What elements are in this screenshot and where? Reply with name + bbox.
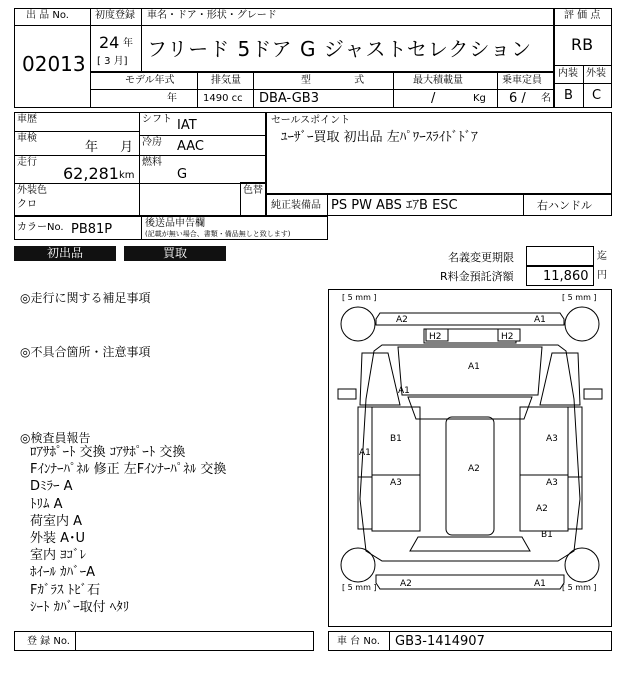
code-left-rear-door: A3 — [390, 478, 402, 488]
color-label: 外装色 — [17, 185, 47, 196]
sales-point-box — [266, 112, 612, 194]
lot-no-box — [14, 8, 91, 108]
inspection-label: 車検 — [17, 133, 37, 144]
inspector-report-list — [30, 446, 226, 618]
first-reg-label: 初度登録 — [95, 10, 135, 21]
wheel-fl — [341, 307, 375, 341]
inspector-report-label: ◎検査員報告 — [20, 431, 91, 445]
chassis-no: GB3-1414907 — [395, 634, 485, 649]
handle: 右ハンドル — [537, 199, 592, 212]
max-load: / — [431, 91, 436, 106]
spec-row — [90, 72, 554, 108]
recycle-label: R料金預託済額 — [440, 270, 514, 283]
chassis-label: 車 台 No. — [337, 636, 380, 647]
first-reg-year: 24 — [99, 33, 120, 52]
deadline-label: 名義変更期限 — [448, 251, 514, 264]
code-h2-left: H2 — [429, 332, 442, 342]
report-line: ﾄﾘﾑ A — [30, 496, 63, 512]
report-line: ｼｰﾄ ｶﾊﾞｰ取付 ﾍﾀﾘ — [30, 599, 130, 615]
color-no: PB81P — [71, 222, 113, 237]
model-year-label: モデル年式 — [125, 75, 175, 86]
code-front-bumper: A2 — [396, 315, 408, 325]
equipment: PS PW ABS ｴｱB ESC — [331, 198, 458, 213]
buyback-badge: 買取 — [124, 246, 226, 261]
sales-point-label: セールスポイント — [271, 115, 351, 126]
recycle-unit: 円 — [597, 270, 607, 281]
report-line: 室内 ﾖｺﾞﾚ — [30, 548, 87, 564]
vehicle-name: フリード 5ドア G ジャストセレクション — [147, 37, 533, 61]
equipment-box — [266, 194, 612, 216]
type-label: 型 式 — [301, 75, 365, 86]
right-side-rear — [520, 475, 568, 531]
rating-label: 評 価 点 — [564, 10, 601, 21]
code-right-front-door: A3 — [546, 434, 558, 444]
tire-label-fr: [ 5 mm ] — [562, 293, 597, 302]
report-line: Dﾐﾗｰ A — [30, 479, 73, 495]
report-line: 荷室内 A — [30, 513, 83, 529]
max-load-unit: Kg — [473, 93, 486, 104]
roof-panel — [446, 417, 494, 535]
displacement-label: 排気量 — [211, 75, 241, 86]
capacity-label: 乗車定員 — [502, 75, 542, 86]
first-reg-year-unit: 年 — [123, 38, 133, 49]
report-line: 外装 A･U — [30, 530, 86, 546]
code-left-front-fender: A1 — [398, 386, 410, 396]
code-h2-right: H2 — [501, 332, 514, 342]
aircon-label: 冷房 — [142, 137, 162, 148]
rear-glass — [410, 537, 530, 551]
recycle-box — [526, 266, 594, 286]
report-line: ﾎｲｰﾙ ｶﾊﾞｰA — [30, 565, 96, 581]
code-rear-bumper: A2 — [400, 579, 412, 589]
code-hood: A1 — [468, 362, 480, 372]
report-line: Fｶﾞﾗｽ ﾄﾋﾞ石 — [30, 582, 101, 598]
report-line: ﾛｱｻﾎﾟｰﾄ 交換 ｺｱｻﾎﾟｰﾄ 交換 — [30, 445, 186, 460]
fuel: G — [177, 167, 188, 182]
code-right-quarter-2: B1 — [541, 530, 553, 540]
inspection-value: 年 月 — [85, 140, 134, 155]
max-load-label: 最大積載量 — [413, 75, 463, 86]
info-left — [14, 112, 266, 216]
body-outline — [360, 345, 580, 561]
code-rear-bumper-right: A1 — [534, 579, 546, 589]
sales-point: ﾕｰｻﾞｰ買取 初出品 左ﾊﾟﾜｰｽﾗｲﾄﾞﾄﾞｱ — [281, 130, 478, 145]
defect-notes-label: ◎不具合箇所・注意事項 — [20, 345, 151, 359]
interior-label: 内装 — [558, 68, 578, 79]
lot-no-label: 出 品 No. — [26, 10, 69, 21]
vehicle-condition-diagram — [328, 289, 612, 627]
shift-label: シフト — [142, 114, 172, 125]
driving-notes-label: ◎走行に関する補足事項 — [20, 291, 151, 305]
history-label: 車歴 — [17, 114, 37, 125]
rating-value: RB — [571, 35, 594, 54]
color-change-box — [240, 182, 266, 216]
color-change-label: 色替 — [243, 185, 263, 196]
model-year-unit: 年 — [167, 93, 177, 104]
mileage-unit: km — [119, 170, 135, 181]
rating-box — [554, 8, 612, 108]
deadline-unit: 迄 — [597, 251, 607, 262]
displacement: 1490 cc — [203, 93, 243, 104]
color: クロ — [17, 199, 37, 210]
equipment-label: 純正装備品 — [271, 200, 321, 211]
first-reg-month: [ 3 月] — [97, 56, 128, 67]
color-no-label: カラーNo. — [17, 222, 64, 233]
post-label: 後送品申告欄 — [145, 218, 205, 229]
left-mirror — [338, 389, 356, 399]
wheel-fr — [565, 307, 599, 341]
capacity-unit: 名 — [541, 93, 551, 104]
recycle-value: 11,860 — [543, 269, 589, 284]
code-roof: A2 — [468, 464, 480, 474]
exterior-label: 外装 — [586, 68, 606, 79]
vehicle-name-label: 車名・ドア・形状・グレード — [147, 10, 277, 21]
interior-grade: B — [564, 88, 573, 103]
code-left-front-door: A1 — [359, 448, 371, 458]
windshield — [408, 397, 532, 419]
tire-label-rr: [ 5 mm ] — [562, 583, 597, 592]
code-front-bumper-right: A1 — [534, 315, 546, 325]
code-right-rear-door: A3 — [546, 478, 558, 488]
reg-no-label: 登 録 No. — [27, 636, 70, 647]
code-right-quarter: A2 — [536, 504, 548, 514]
deadline-box — [526, 246, 594, 266]
fuel-label: 燃料 — [142, 157, 162, 168]
tire-label-fl: [ 5 mm ] — [342, 293, 377, 302]
post-note: (記載が無い場合、書類・備品無しと致します) — [145, 230, 291, 238]
right-mirror — [584, 389, 602, 399]
mileage: 62,281 — [63, 164, 119, 183]
right-side-front — [520, 407, 568, 475]
lot-no: 02013 — [22, 52, 86, 76]
shift: IAT — [177, 118, 197, 133]
code-roof-front: B1 — [390, 434, 402, 444]
exterior-grade: C — [592, 88, 602, 103]
chassis-box — [328, 631, 612, 651]
vehicle-name-box — [90, 8, 554, 72]
aircon: AAC — [177, 139, 204, 154]
tire-label-rl: [ 5 mm ] — [342, 583, 377, 592]
capacity: 6 / — [509, 91, 526, 106]
report-line: Fｲﾝﾅｰﾊﾟﾈﾙ 修正 左Fｲﾝﾅｰﾊﾟﾈﾙ 交換 — [30, 462, 227, 478]
first-listing-badge: 初出品 — [14, 246, 116, 261]
reg-no-box — [14, 631, 314, 651]
model-type: DBA-GB3 — [259, 91, 319, 106]
color-no-box — [14, 216, 328, 240]
mileage-label: 走行 — [17, 157, 37, 168]
